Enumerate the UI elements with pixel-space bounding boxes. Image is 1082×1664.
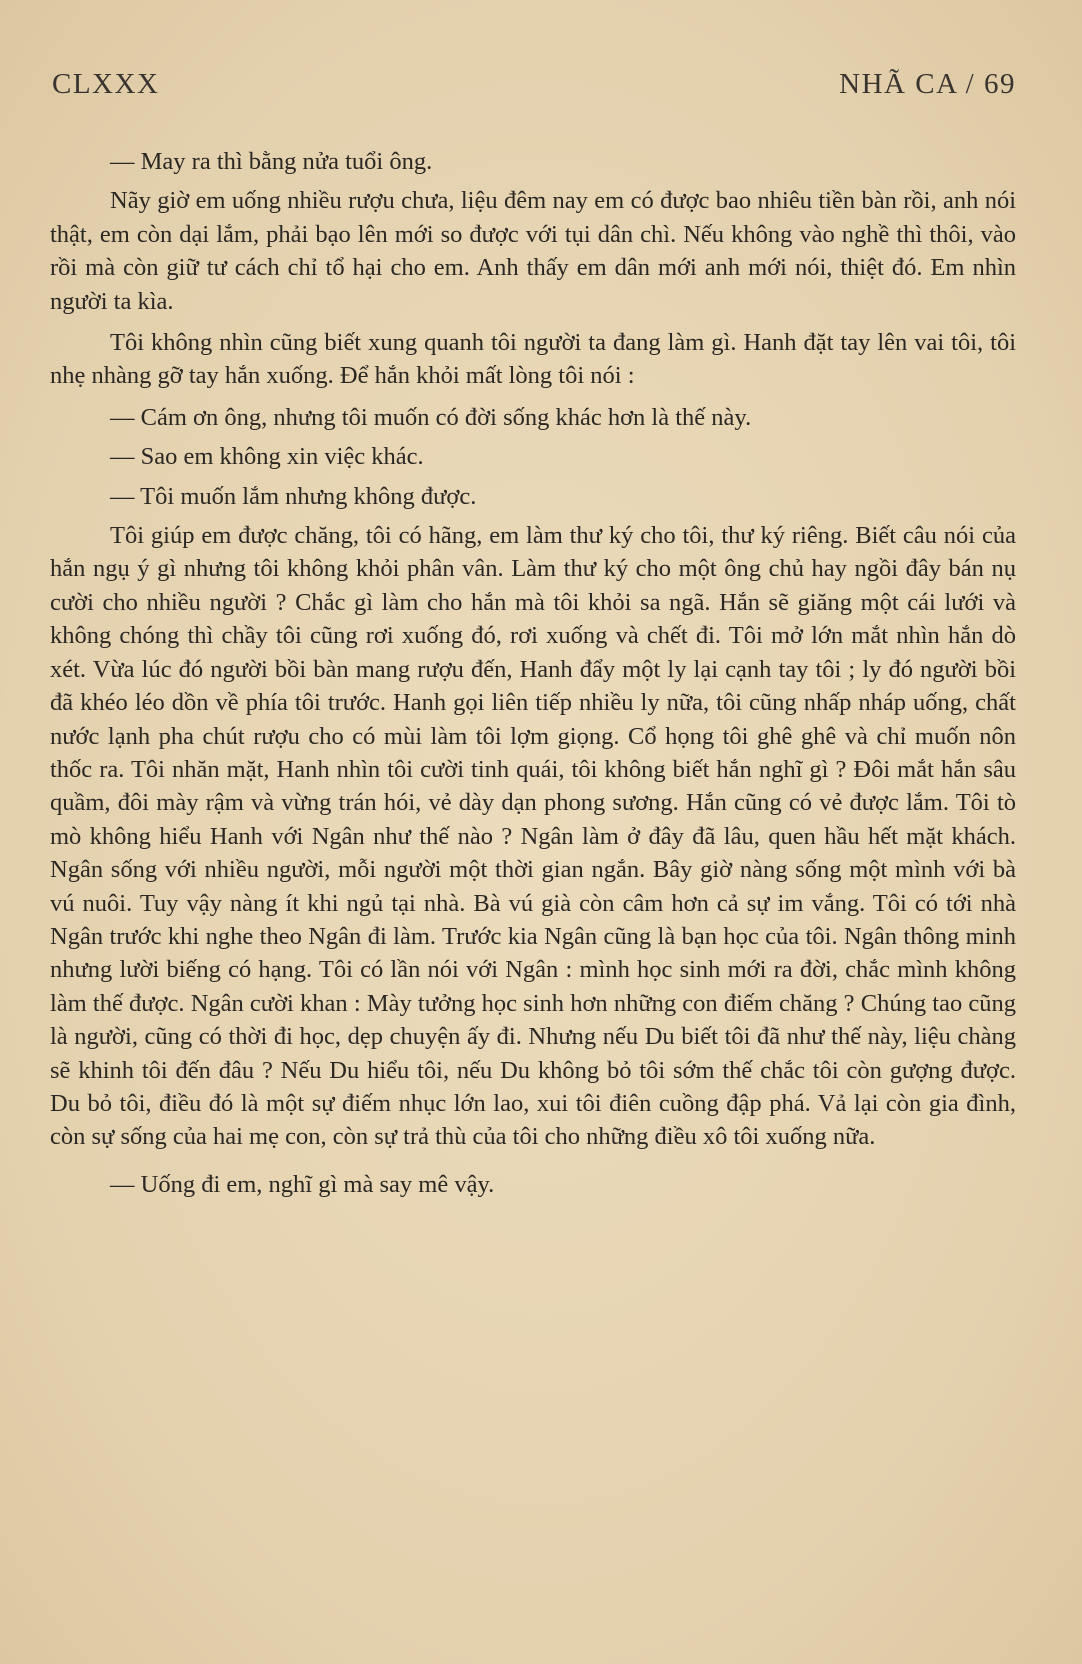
paragraph: — May ra thì bằng nửa tuổi ông. [110, 148, 433, 175]
author-page-number: NHÃ CA / 69 [839, 68, 1016, 100]
paragraph: Nãy giờ em uống nhiều rượu chưa, liệu đêm nay em có được bao nhiêu tiền bàn rồi, anh nói thật, em còn dại lắm, phải bạo lên mới so được với tụi dân chì. Nếu không vào nghề thì thôi, vào rồi mà còn giữ tư cách chỉ tổ hại cho em. Anh thấy em dân mới anh mới nói, thiệt đó. Em nhìn người ta kìa. [50, 187, 1016, 315]
paragraph: Tôi giúp em được chăng, tôi có hãng, em làm thư ký cho tôi, thư ký riêng. Biết câu nói của hắn ngụ ý gì nhưng tôi không khỏi phân vân. Làm thư ký cho một ông chủ hay ngồi đây bán nụ cười cho nhiều người ? Chắc gì làm cho hắn mà tôi khỏi sa ngã. Hắn sẽ giăng một cái lưới và không chóng thì chầy tôi cũng rơi xuống đó, rơi xuống và chết đi. Tôi mở lớn mắt nhìn hắn dò xét. Vừa lúc đó người bồi bàn mang rượu đến, Hanh đẩy một ly lại cạnh tay tôi ; ly đó người bồi đã khéo léo dồn về phía tôi trước. Hanh gọi liên tiếp nhiều ly nữa, tôi cũng nhấp nháp uống, chất nước lạnh pha chút rượu cho có mùi làm tôi lợm giọng. Cổ họng tôi ghê ghê và chỉ muốn nôn thốc ra. Tôi nhăn mặt, Hanh nhìn tôi cười tinh quái, tôi không biết hắn nghĩ gì ? Đôi mắt hắn sâu quầm, đôi mày rậm và vừng trán hói, vẻ dày dạn phong sương. Hắn cũng có vẻ được lắm. Tôi tò mò không hiểu Hanh với Ngân như thế nào ? Ngân làm ở đây đã lâu, quen hầu hết mặt khách. Ngân sống với nhiều người, mỗi người một thời gian ngắn. Bây giờ nàng sống một mình với bà vú nuôi. Tuy vậy nàng ít khi ngủ tại nhà. Bà vú già còn câm hơn cả sự im vắng. Tôi có tới nhà Ngân trước khi nghe theo Ngân đi làm. Trước kia Ngân cũng là bạn học của tôi. Ngân thông minh nhưng lười biếng có hạng. Tôi có lần nói với Ngân : mình học sinh mới ra đời, chắc mình không làm thế được. Ngân cười khan : Mày tưởng học sinh hơn những con điếm chăng ? Chúng tao cũng là người, cũng có thời đi học, dẹp chuyện ấy đi. Nhưng nếu Du biết tôi đã như thế này, liệu chàng sẽ khinh tôi đến đâu ? Nếu Du hiểu tôi, nếu Du không bỏ tôi sớm thế chắc tôi còn gượng được. Du bỏ tôi, điều đó là một sự điếm nhục lớn lao, xui tôi điên cuồng đập phá. Vả lại còn gia đình, còn sự sống của hai mẹ con, còn sự trả thù của tôi cho những điều xô tôi xuống nữa. [50, 522, 1016, 1151]
paragraph: — Cám ơn ông, nhưng tôi muốn có đời sống khác hơn là thế này. [110, 403, 752, 431]
body-text [50, 145, 1016, 1201]
chapter-number: CLXXX [52, 68, 160, 100]
paragraph: Tôi không nhìn cũng biết xung quanh tôi người ta đang làm gì. Hanh đặt tay lên vai tôi, tôi nhẹ nhàng gỡ tay hắn xuống. Để hắn khỏi mất lòng tôi nói : [50, 329, 1016, 390]
paragraph: — Uống đi em, nghĩ gì mà say mê vậy. [110, 1170, 495, 1198]
paragraph: — Tôi muốn lắm nhưng không được. [110, 482, 477, 510]
paragraph: — Sao em không xin việc khác. [110, 443, 424, 471]
page-header [50, 68, 1016, 101]
